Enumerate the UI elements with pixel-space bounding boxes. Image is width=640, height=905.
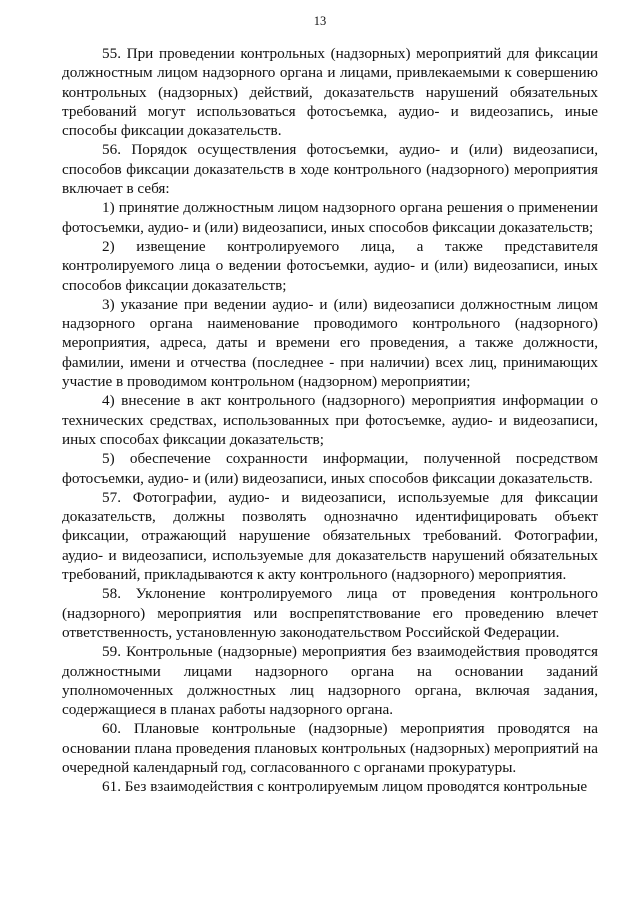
paragraph-58: 58. Уклонение контролируемого лица от проведения контрольного (надзорного) мероприятия или воспрепятствование его проведению влечет ответственность, установленную законодательством Российской Федерации. xyxy=(62,585,598,641)
paragraph-56-item-4: 4) внесение в акт контрольного (надзорного) мероприятия информации о технических средствах, использованных при фотосъемке, аудио- и видеозаписи, иных способах фиксации доказательств; xyxy=(62,392,598,448)
paragraph-55: 55. При проведении контрольных (надзорных) мероприятий для фиксации должностным лицом надзорного органа и лицами, привлекаемыми к совершению контрольных (надзорных) действий, доказательств нарушений обязательных требований могут использоваться фотосъемка, аудио- и видеозапись, иные способы фиксации доказательств. xyxy=(62,45,598,140)
paragraph-56-item-1: 1) принятие должностным лицом надзорного органа решения о применении фотосъемки, аудио- и (или) видеозаписи, иных способов фиксации доказательств; xyxy=(62,199,598,236)
page-number: 13 xyxy=(313,14,327,28)
paragraph-59: 59. Контрольные (надзорные) мероприятия без взаимодействия проводятся должностными лицами надзорного органа на основании заданий уполномоченных должностных лиц надзорного органа, включая задания, содержащиеся в планах работы надзорного органа. xyxy=(62,643,598,719)
paragraph-56: 56. Порядок осуществления фотосъемки, аудио- и (или) видеозаписи, способов фиксации доказательств в ходе контрольного (надзорного) мероприятия включает в себя: xyxy=(62,141,598,198)
paragraph-60: 60. Плановые контрольные (надзорные) мероприятия проводятся на основании плана проведения плановых контрольных (надзорных) мероприятий на очередной календарный год, согласованного с органами прокуратуры. xyxy=(62,720,598,776)
paragraph-56-item-2: 2) извещение контролируемого лица, а также представителя контролируемого лица о ведении фотосъемки, аудио- и (или) видеозаписи, иных способов фиксации доказательств; xyxy=(62,237,598,294)
paragraph-56-item-3: 3) указание при ведении аудио- и (или) видеозаписи должностным лицом надзорного органа наименование проводимого контрольного (надзорного) мероприятия, адреса, даты и времени его проведения, а также должности, фамилии, имени и отчества (последнее - при наличии) всех лиц, принимающих участие в проводимом контрольном (надзорном) мероприятии; xyxy=(62,295,598,391)
document-body xyxy=(62,44,598,797)
paragraph-56-item-5: 5) обеспечение сохранности информации, полученной посредством фотосъемки, аудио- и (или) видеозаписи, иных способов фиксации доказательств. xyxy=(62,450,598,487)
paragraph-57: 57. Фотографии, аудио- и видеозаписи, используемые для фиксации доказательств, должны позволять однозначно идентифицировать объект фиксации, отражающий нарушение обязательных требований. Фотографии, аудио- и видеозаписи, используемые для доказательств нарушений обязательных требований, прикладываются к акту контрольного (надзорного) мероприятия. xyxy=(62,488,598,584)
paragraph-61: 61. Без взаимодействия с контролируемым лицом проводятся контрольные xyxy=(102,778,588,796)
